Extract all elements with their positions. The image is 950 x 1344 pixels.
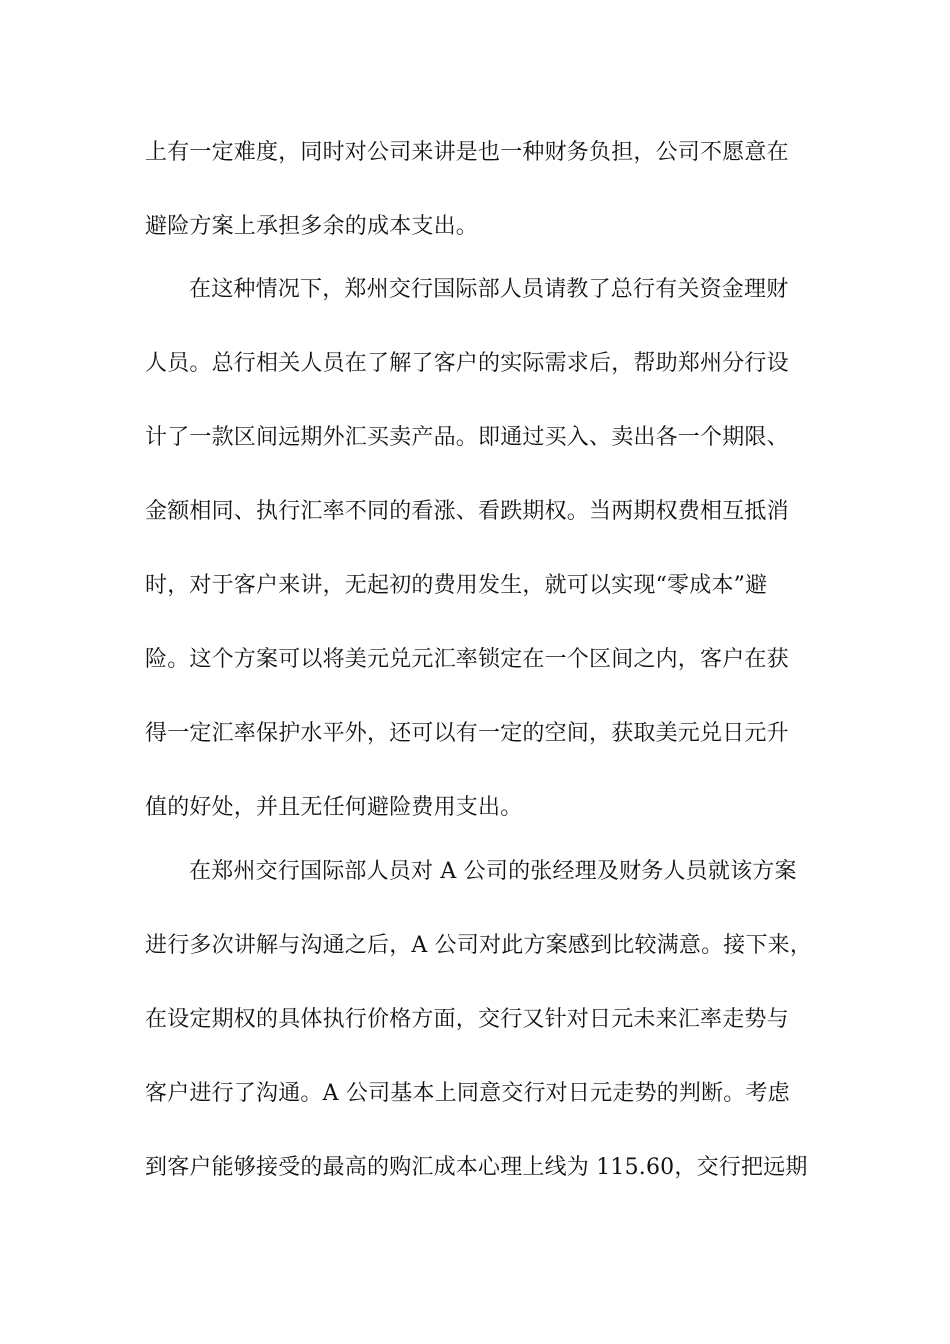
text-line-12: 进行多次讲解与沟通之后，A 公司对此方案感到比较满意。接下来， [145,933,813,958]
text-line-1: 上有一定难度，同时对公司来讲是也一种财务负担，公司不愿意在 [145,140,789,165]
text-line-13: 在设定期权的具体执行价格方面，交行又针对日元未来汇率走势与 [145,1007,789,1032]
text-line-15: 到客户能够接受的最高的购汇成本心理上线为 115.60，交行把远期 [145,1155,808,1180]
text-line-4: 人员。总行相关人员在了解了客户的实际需求后，帮助郑州分行设 [145,351,789,376]
text-line-5: 计了一款区间远期外汇买卖产品。即通过买入、卖出各一个期限、 [145,425,789,450]
text-line-10: 值的好处，并且无任何避险费用支出。 [145,795,523,820]
text-line-6: 金额相同、执行汇率不同的看涨、看跌期权。当两期权费相互抵消 [145,499,789,524]
text-line-9: 得一定汇率保护水平外，还可以有一定的空间，获取美元兑日元升 [145,721,789,746]
text-line-8: 险。这个方案可以将美元兑元汇率锁定在一个区间之内，客户在获 [145,647,789,672]
text-line-11: 在郑州交行国际部人员对 A 公司的张经理及财务人员就该方案 [189,859,797,884]
text-line-2: 避险方案上承担多余的成本支出。 [145,214,479,239]
text-line-7: 时，对于客户来讲，无起初的费用发生，就可以实现“零成本”避 [145,573,768,598]
text-line-3: 在这种情况下，郑州交行国际部人员请教了总行有关资金理财 [189,277,789,302]
text-line-14: 客户进行了沟通。A 公司基本上同意交行对日元走势的判断。考虑 [145,1081,790,1106]
